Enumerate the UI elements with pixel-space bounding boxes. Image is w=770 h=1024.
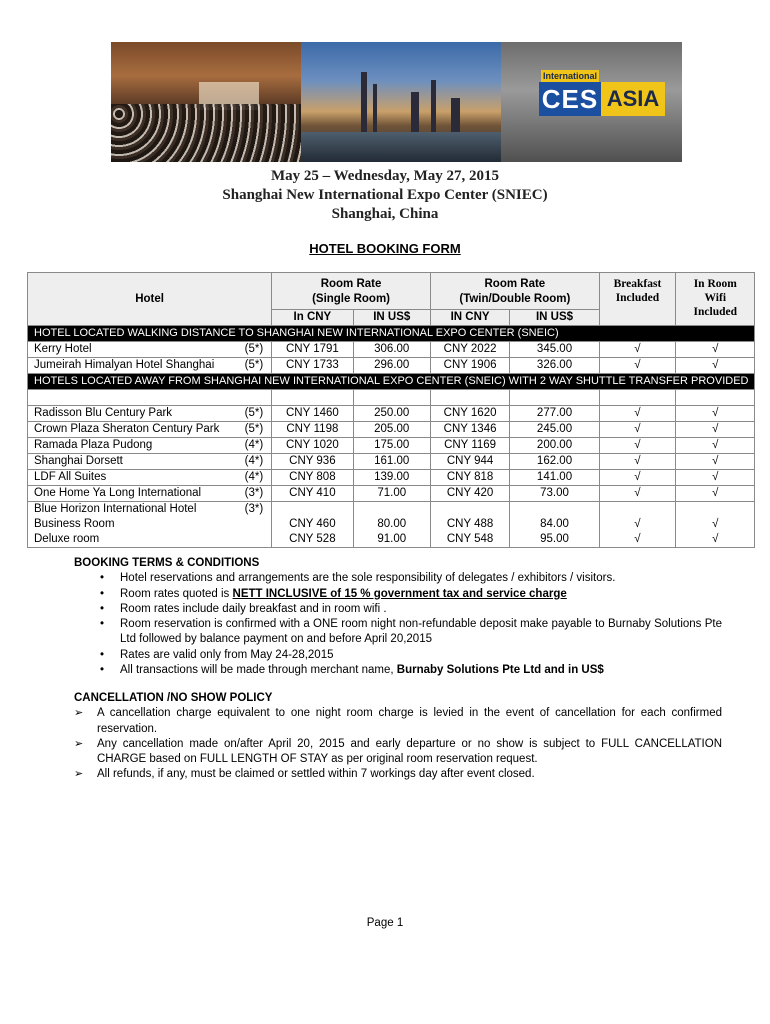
table-row xyxy=(28,486,755,502)
cell-bf: √ xyxy=(599,486,675,502)
cell-t_cny: CNY 1906 xyxy=(430,358,509,374)
terms-item: • Room rates quoted is NETT INCLUSIVE of 15 % government tax and service charge xyxy=(74,587,722,602)
terms-title: BOOKING TERMS & CONDITIONS xyxy=(74,557,260,569)
table-row xyxy=(28,438,755,454)
cell-bf: √ xyxy=(599,470,675,486)
cell-s_cny: CNY 1198 xyxy=(272,422,353,438)
cell-t_usd: 200.00 xyxy=(510,438,600,454)
cell-wifi: √ xyxy=(676,517,755,532)
cell-t_usd: 73.00 xyxy=(510,486,600,502)
cell-t_usd: 345.00 xyxy=(510,342,600,358)
cell-wifi: √ xyxy=(676,342,755,358)
policy-item: ➢ Any cancellation made on/after April 20, 2015 and early departure or no show is subject to FULL CANCELLATION CHARGE based on FULL LENGTH OF STAY as per original room reservation request. xyxy=(74,737,722,768)
policy-item: ➢ All refunds, if any, must be claimed or settled within 7 workings day after event closed. xyxy=(74,767,722,782)
cell-wifi: √ xyxy=(676,422,755,438)
cell-t_cny: CNY 1346 xyxy=(430,422,509,438)
table-row-blue-horizon xyxy=(28,502,755,518)
cell-wifi: √ xyxy=(676,358,755,374)
hotel-stars: (5*) xyxy=(244,423,264,435)
table-row xyxy=(28,358,755,374)
header-wifi: In Room Wifi Included xyxy=(676,273,755,326)
cell-bf: √ xyxy=(599,454,675,470)
hotel-stars: (3*) xyxy=(244,503,264,515)
event-dates: May 25 – Wednesday, May 27, 2015 xyxy=(270,168,500,184)
hotel-name: Ramada Plaza Pudong xyxy=(34,439,153,451)
cell-s_cny: CNY 1020 xyxy=(272,438,353,454)
cell-bf: √ xyxy=(599,532,675,548)
cell-s_usd: 71.00 xyxy=(353,486,430,502)
event-venue: Shanghai New International Expo Center (SNIEC) xyxy=(222,187,548,203)
hotel-name: Crown Plaza Sheraton Century Park xyxy=(34,423,220,435)
cell-t_usd: 162.00 xyxy=(510,454,600,470)
cell-bf: √ xyxy=(599,517,675,532)
cancellation-policy xyxy=(74,691,722,783)
room-name: Deluxe room xyxy=(28,532,272,548)
cell-wifi: √ xyxy=(676,406,755,422)
section-row-walking-distance: HOTEL LOCATED WALKING DISTANCE TO SHANGHAI NEW INTERNATIONAL EXPO CENTER (SNEIC) xyxy=(28,326,755,342)
cell-t_usd: 326.00 xyxy=(510,358,600,374)
cell-t_cny: CNY 488 xyxy=(430,517,509,532)
hotel-stars: (3*) xyxy=(244,487,264,499)
cell-t_usd: 84.00 xyxy=(510,517,600,532)
terms-item: • Room reservation is confirmed with a ONE room night non-refundable deposit make payable to Burnaby Solutions Pte Ltd followed by balance payment on and before April 20,2015 xyxy=(74,617,722,648)
cell-wifi: √ xyxy=(676,486,755,502)
hotel-name: Kerry Hotel xyxy=(34,343,92,355)
cell-s_usd: 306.00 xyxy=(353,342,430,358)
table-row xyxy=(28,470,755,486)
header-twin-room: Room Rate (Twin/Double Room) xyxy=(430,273,599,310)
cell-s_cny: CNY 1733 xyxy=(272,358,353,374)
terms-item: • Room rates include daily breakfast and in room wifi . xyxy=(74,602,722,617)
table-row xyxy=(28,517,755,532)
hotel-name: Shanghai Dorsett xyxy=(34,455,123,467)
logo-ces-text: CES xyxy=(539,82,601,116)
cell-wifi: √ xyxy=(676,470,755,486)
cell-t_cny: CNY 1169 xyxy=(430,438,509,454)
table-row xyxy=(28,406,755,422)
conference-photo xyxy=(111,42,301,162)
cell-bf: √ xyxy=(599,422,675,438)
hotel-name: LDF All Suites xyxy=(34,471,107,483)
cell-wifi: √ xyxy=(676,532,755,548)
cell-s_usd: 205.00 xyxy=(353,422,430,438)
terms-item: • Hotel reservations and arrangements are the sole responsibility of delegates / exhibitors / visitors. xyxy=(74,571,722,586)
cell-s_usd: 80.00 xyxy=(353,517,430,532)
cell-t_usd: 95.00 xyxy=(510,532,600,548)
cell-s_usd: 139.00 xyxy=(353,470,430,486)
hotel-stars: (5*) xyxy=(244,359,264,371)
shanghai-skyline-photo xyxy=(301,42,501,162)
hotel-stars: (4*) xyxy=(244,439,264,451)
hotel-name: Blue Horizon International Hotel xyxy=(34,503,197,515)
cell-bf: √ xyxy=(599,342,675,358)
hotel-stars: (4*) xyxy=(244,471,264,483)
cell-s_usd: 250.00 xyxy=(353,406,430,422)
cell-s_cny: CNY 1460 xyxy=(272,406,353,422)
cell-wifi: √ xyxy=(676,438,755,454)
cell-t_cny: CNY 548 xyxy=(430,532,509,548)
table-row xyxy=(28,342,755,358)
cell-wifi: √ xyxy=(676,454,755,470)
booking-terms xyxy=(74,556,722,678)
hotel-stars: (4*) xyxy=(244,455,264,467)
hotel-stars: (5*) xyxy=(244,343,264,355)
cell-bf: √ xyxy=(599,438,675,454)
room-name: Business Room xyxy=(28,517,272,532)
subheader-in-cny-twin: IN CNY xyxy=(430,310,509,326)
ces-asia-logo-photo xyxy=(501,42,682,162)
cell-s_cny: CNY 1791 xyxy=(272,342,353,358)
cell-t_usd: 245.00 xyxy=(510,422,600,438)
cell-s_usd: 175.00 xyxy=(353,438,430,454)
cell-t_cny: CNY 818 xyxy=(430,470,509,486)
cell-t_cny: CNY 944 xyxy=(430,454,509,470)
cell-t_usd: 277.00 xyxy=(510,406,600,422)
terms-item: • All transactions will be made through merchant name, Burnaby Solutions Pte Ltd and in US$ xyxy=(74,663,722,678)
hotel-name: One Home Ya Long International xyxy=(34,487,202,499)
table-row xyxy=(28,532,755,548)
header-single-room: Room Rate (Single Room) xyxy=(272,273,431,310)
cell-s_usd: 296.00 xyxy=(353,358,430,374)
cancel-title: CANCELLATION /NO SHOW POLICY xyxy=(74,692,273,704)
header-hotel: Hotel xyxy=(28,273,272,326)
cell-t_cny: CNY 2022 xyxy=(430,342,509,358)
form-title: HOTEL BOOKING FORM xyxy=(309,241,461,256)
section-row-shuttle: HOTELS LOCATED AWAY FROM SHANGHAI NEW INTERNATIONAL EXPO CENTER (SNEIC) WITH 2 WAY SHUTTLE TRANSFER PROVIDED xyxy=(28,374,755,390)
event-banner xyxy=(111,42,682,162)
logo-asia-text: ASIA xyxy=(601,82,665,116)
table-header-row xyxy=(28,273,755,310)
logo-international-text: International xyxy=(542,71,597,81)
table-row xyxy=(28,422,755,438)
cell-s_cny: CNY 936 xyxy=(272,454,353,470)
event-city: Shanghai, China xyxy=(331,206,439,222)
cell-t_cny: CNY 1620 xyxy=(430,406,509,422)
cell-s_cny: CNY 410 xyxy=(272,486,353,502)
header-breakfast: Breakfast Included xyxy=(599,273,675,326)
blank-row xyxy=(28,390,755,406)
cell-s_cny: CNY 460 xyxy=(272,517,353,532)
page-number: Page 1 xyxy=(366,917,404,929)
cell-s_cny: CNY 808 xyxy=(272,470,353,486)
terms-item: • Rates are valid only from May 24-28,2015 xyxy=(74,648,722,663)
hotel-name: Radisson Blu Century Park xyxy=(34,407,173,419)
hotel-rates-table xyxy=(27,272,755,548)
cell-s_usd: 161.00 xyxy=(353,454,430,470)
policy-item: ➢ A cancellation charge equivalent to one night room charge is levied in the event of cancellation for each confirmed reservation. xyxy=(74,706,722,737)
cell-bf: √ xyxy=(599,358,675,374)
cell-bf: √ xyxy=(599,406,675,422)
subheader-in-usd: IN US$ xyxy=(353,310,430,326)
hotel-stars: (5*) xyxy=(244,407,264,419)
cell-t_cny: CNY 420 xyxy=(430,486,509,502)
hotel-name: Jumeirah Himalyan Hotel Shanghai xyxy=(34,359,215,371)
table-row xyxy=(28,454,755,470)
cell-s_cny: CNY 528 xyxy=(272,532,353,548)
cell-t_usd: 141.00 xyxy=(510,470,600,486)
cell-s_usd: 91.00 xyxy=(353,532,430,548)
subheader-in-cny: In CNY xyxy=(272,310,353,326)
subheader-in-usd-twin: IN US$ xyxy=(510,310,600,326)
